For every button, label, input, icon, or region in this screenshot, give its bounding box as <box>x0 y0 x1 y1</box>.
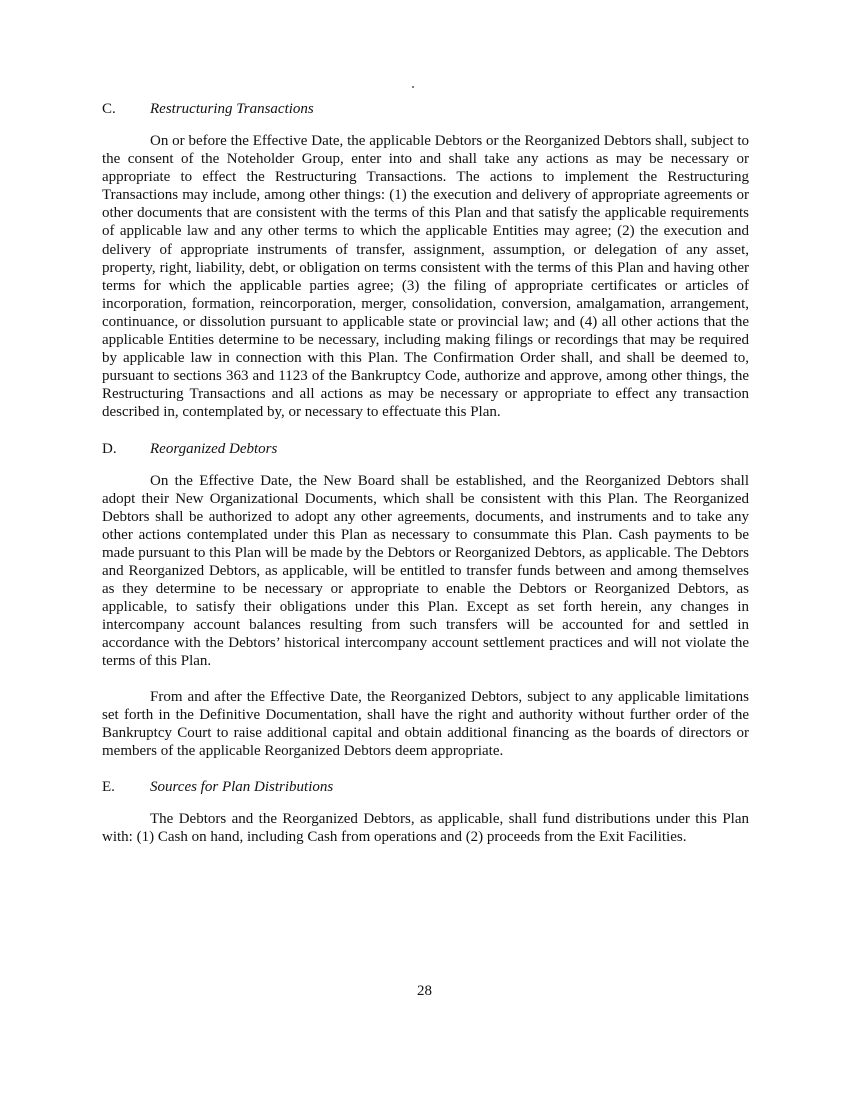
paragraph: On the Effective Date, the New Board shall be established, and the Reorganized Debtors shall adopt their New Organizational Documents, which shall be consistent with this Plan. The Reorganized Debtors shall be authorized to adopt any other agreements, documents, and instruments and to take any other actions contemplated under this Plan as necessary to consummate this Plan. Cash payments to be made pursuant to this Plan will be made by the Debtors or Reorganized Debtors, as applicable. The Debtors and Reorganized Debtors, as applicable, will be entitled to transfer funds between and among themselves as they determine to be necessary or appropriate to enable the Debtors or Reorganized Debtors, as applicable, to satisfy their obligations under this Plan. Except as set forth herein, any changes in intercompany account balances resulting from such transfers will be accounted for and settled in accordance with the Debtors’ historical intercompany account settlement practices and will not violate the terms of this Plan. <box>102 472 749 670</box>
section-letter: C. <box>102 101 116 117</box>
section-heading-d <box>102 439 749 459</box>
paragraph: On or before the Effective Date, the applicable Debtors or the Reorganized Debtors shall, subject to the consent of the Noteholder Group, enter into and shall take any actions as may be necessary or appropriate to effect the Restructuring Transactions. The actions to implement the Restructuring Transactions may include, among other things: (1) the execution and delivery of appropriate agreements or other documents that are consistent with the terms of this Plan and that satisfy the applicable requirements of applicable law and any other terms to which the applicable Entities may agree; (2) the execution and delivery of appropriate instruments of transfer, assignment, assumption, or delegation of any asset, property, right, liability, debt, or obligation on terms consistent with the terms of this Plan and having other terms for which the applicable parties agree; (3) the filing of appropriate certificates or articles of incorporation, formation, reincorporation, merger, consolidation, conversion, amalgamation, arrangement, continuance, or dissolution pursuant to applicable state or provincial law; and (4) all other actions that the applicable Entities determine to be necessary, including making filings or recordings that may be required by applicable law in connection with this Plan. The Confirmation Order shall, and shall be deemed to, pursuant to sections 363 and 1123 of the Bankruptcy Code, authorize and approve, among other things, the Restructuring Transactions and all actions as may be necessary or appropriate to effect any transaction described in, contemplated by, or necessary to effectuate this Plan. <box>102 133 749 421</box>
paragraph: From and after the Effective Date, the Reorganized Debtors, subject to any applicable limitations set forth in the Definitive Documentation, shall have the right and authority without further order of the Bankruptcy Court to raise additional capital and obtain additional financing as the boards of directors or members of the applicable Reorganized Debtors deem appropriate. <box>102 688 749 759</box>
section-letter: E. <box>102 778 115 795</box>
page-number: 28 <box>417 983 432 999</box>
paragraph: The Debtors and the Reorganized Debtors, as applicable, shall fund distributions under this Plan with: (1) Cash on hand, including Cash from operations and (2) proceeds from the Exit Facilities. <box>102 810 749 845</box>
section-title: Reorganized Debtors <box>150 440 278 457</box>
section-heading-e <box>102 777 749 797</box>
section-letter: D. <box>102 440 117 457</box>
section-heading-c <box>102 99 749 119</box>
document-body <box>102 99 749 863</box>
stray-mark <box>412 86 414 88</box>
section-title: Restructuring Transactions <box>150 101 314 117</box>
section-title: Sources for Plan Distributions <box>150 778 334 795</box>
